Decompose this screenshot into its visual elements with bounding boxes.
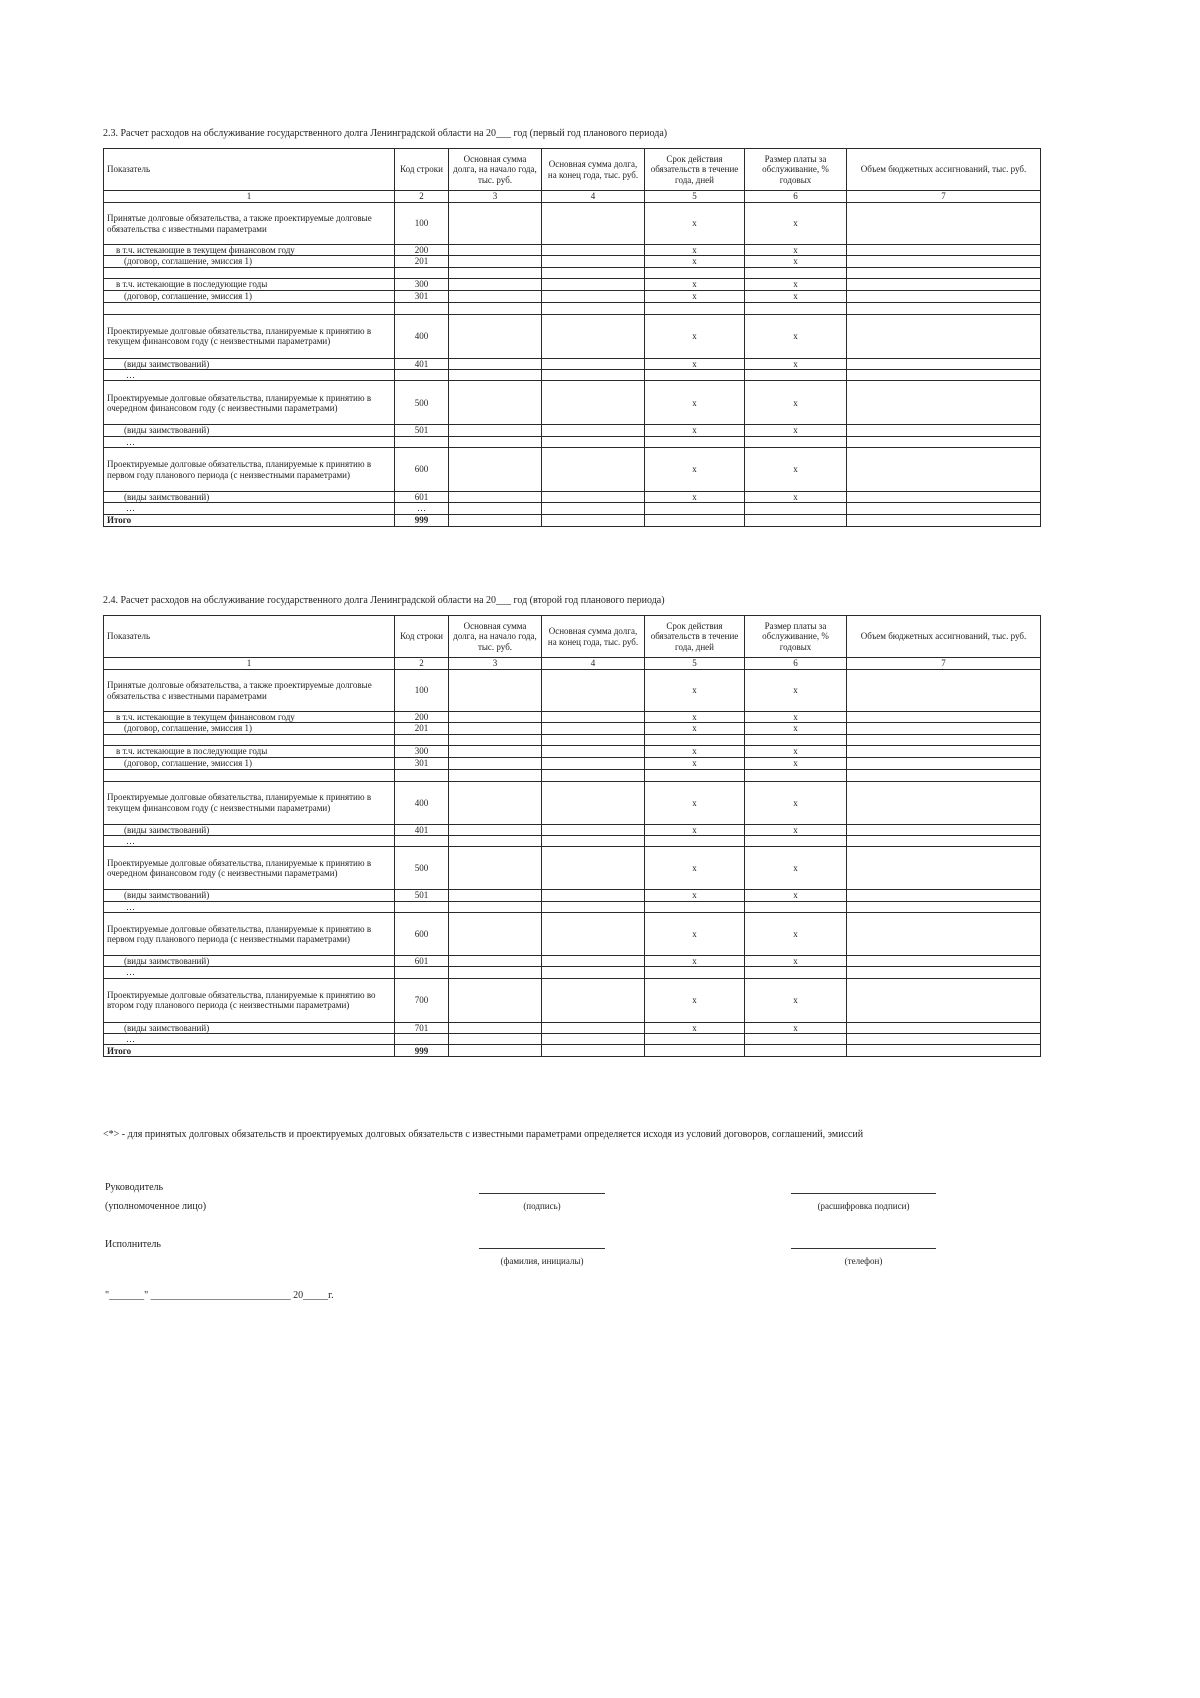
row-label: (договор, соглашение, эмиссия 1)	[104, 256, 395, 267]
row-code: 201	[395, 256, 449, 267]
row-code: 400	[395, 781, 449, 824]
header-indicator: Показатель	[104, 616, 395, 658]
x-mark: х	[745, 913, 847, 956]
header-debt-end: Основная сумма долга, на конец года, тыс. руб.	[542, 616, 645, 658]
section-2-3-caption: 2.3. Расчет расходов на обслуживание государственного долга Ленинградской области на 20___ год (первый год планового периода)	[103, 128, 668, 139]
row-code: 301	[395, 290, 449, 302]
colnum-1: 1	[104, 658, 395, 670]
x-mark: х	[745, 1022, 847, 1033]
table-row	[104, 901, 1041, 912]
x-mark: х	[645, 1022, 745, 1033]
total-row	[104, 1045, 1041, 1057]
x-mark: х	[645, 256, 745, 267]
row-code: 100	[395, 670, 449, 712]
row-code: 700	[395, 978, 449, 1022]
colnum-2: 2	[395, 658, 449, 670]
row-label: …	[104, 1034, 395, 1045]
row-label: Проектируемые долговые обязательства, планируемые к принятию в первом году планового периода (с неизвестными параметрами)	[104, 913, 395, 956]
x-mark: х	[745, 956, 847, 967]
x-mark: х	[745, 381, 847, 425]
name-line	[479, 1248, 605, 1249]
x-mark: х	[645, 314, 745, 358]
x-mark: х	[645, 358, 745, 369]
x-mark: х	[645, 723, 745, 734]
row-label: Проектируемые долговые обязательства, планируемые к принятию в текущем финансовом году (с неизвестными параметрами)	[104, 781, 395, 824]
table-row	[104, 1034, 1041, 1045]
signature-line	[479, 1193, 605, 1194]
table-row	[104, 1022, 1041, 1033]
row-label: Проектируемые долговые обязательства, планируемые к принятию в очередном финансовом году (с неизвестными параметрами)	[104, 847, 395, 890]
phone-hint: (телефон)	[844, 1256, 883, 1266]
x-mark: х	[745, 781, 847, 824]
x-mark: х	[645, 670, 745, 712]
row-label: …	[104, 836, 395, 847]
row-code: 500	[395, 381, 449, 425]
head-sub-label: (уполномоченное лицо)	[105, 1201, 207, 1212]
x-mark: х	[745, 245, 847, 256]
row-code: 100	[395, 203, 449, 245]
x-mark: х	[645, 448, 745, 492]
row-label: …	[104, 370, 395, 381]
header-allocations: Объем бюджетных ассигнований, тыс. руб.	[847, 616, 1041, 658]
x-mark: х	[645, 712, 745, 723]
header-debt-end: Основная сумма долга, на конец года, тыс. руб.	[542, 149, 645, 191]
row-code: 501	[395, 425, 449, 436]
x-mark: х	[745, 723, 847, 734]
x-mark: х	[745, 203, 847, 245]
row-label: (договор, соглашение, эмиссия 1)	[104, 290, 395, 302]
x-mark: х	[745, 978, 847, 1022]
table-header-row	[104, 616, 1041, 658]
table-row	[104, 956, 1041, 967]
x-mark: х	[645, 381, 745, 425]
total-label: Итого	[104, 514, 395, 526]
table-row	[104, 370, 1041, 381]
row-label: Принятые долговые обязательства, а также проектируемые долговые обязательства с известными параметрами	[104, 203, 395, 245]
row-code: 601	[395, 492, 449, 503]
row-label: Проектируемые долговые обязательства, планируемые к принятию во втором году планового периода (с неизвестными параметрами)	[104, 978, 395, 1022]
row-label: Проектируемые долговые обязательства, планируемые к принятию в очередном финансовом году (с неизвестными параметрами)	[104, 381, 395, 425]
x-mark: х	[745, 358, 847, 369]
row-label: в т.ч. истекающие в последующие годы	[104, 278, 395, 290]
row-label: в т.ч. истекающие в текущем финансовом году	[104, 712, 395, 723]
header-debt-start: Основная сумма долга, на начало года, тыс. руб.	[449, 149, 542, 191]
section-2-4-caption: 2.4. Расчет расходов на обслуживание государственного долга Ленинградской области на 20___ год (второй год планового периода)	[103, 595, 665, 606]
x-mark: х	[645, 203, 745, 245]
table-row	[104, 267, 1041, 278]
x-mark: х	[645, 745, 745, 757]
colnum-6: 6	[745, 658, 847, 670]
row-label: (виды заимствований)	[104, 824, 395, 835]
x-mark: х	[745, 448, 847, 492]
header-term: Срок действия обязательств в течение года, дней	[645, 616, 745, 658]
table-row	[104, 723, 1041, 734]
column-numbers-row	[104, 658, 1041, 670]
header-rate: Размер платы за обслуживание, % годовых	[745, 149, 847, 191]
decode-hint: (расшифровка подписи)	[817, 1201, 910, 1211]
colnum-3: 3	[449, 658, 542, 670]
table-row	[104, 425, 1041, 436]
table-row	[104, 358, 1041, 369]
table-header-row	[104, 149, 1041, 191]
colnum-4: 4	[542, 658, 645, 670]
x-mark: х	[645, 757, 745, 769]
row-code: 301	[395, 757, 449, 769]
colnum-5: 5	[645, 658, 745, 670]
x-mark: х	[645, 781, 745, 824]
table-row	[104, 978, 1041, 1022]
row-code: 500	[395, 847, 449, 890]
x-mark: х	[645, 245, 745, 256]
table-row	[104, 967, 1041, 978]
table-row	[104, 245, 1041, 256]
table-row	[104, 503, 1041, 514]
x-mark: х	[645, 290, 745, 302]
table-row	[104, 824, 1041, 835]
executor-label: Исполнитель	[105, 1239, 161, 1250]
colnum-4: 4	[542, 191, 645, 203]
total-label: Итого	[104, 1045, 395, 1057]
row-code: 600	[395, 913, 449, 956]
table-row	[104, 734, 1041, 745]
name-hint: (фамилия, инициалы)	[500, 1256, 584, 1266]
row-code: 400	[395, 314, 449, 358]
row-label: (виды заимствований)	[104, 890, 395, 901]
table-2-4	[103, 615, 1041, 1057]
x-mark: х	[745, 847, 847, 890]
table-row	[104, 381, 1041, 425]
row-label: в т.ч. истекающие в текущем финансовом году	[104, 245, 395, 256]
row-label: (виды заимствований)	[104, 1022, 395, 1033]
colnum-5: 5	[645, 191, 745, 203]
x-mark: х	[745, 425, 847, 436]
x-mark: х	[745, 278, 847, 290]
x-mark: х	[645, 847, 745, 890]
table-row	[104, 712, 1041, 723]
row-code: 401	[395, 824, 449, 835]
row-label: Принятые долговые обязательства, а также проектируемые долговые обязательства с известными параметрами	[104, 670, 395, 712]
row-label: (договор, соглашение, эмиссия 1)	[104, 723, 395, 734]
row-code: 200	[395, 245, 449, 256]
phone-line	[791, 1248, 936, 1249]
header-rate: Размер платы за обслуживание, % годовых	[745, 616, 847, 658]
table-row	[104, 436, 1041, 447]
x-mark: х	[745, 824, 847, 835]
colnum-3: 3	[449, 191, 542, 203]
row-label: Проектируемые долговые обязательства, планируемые к принятию в текущем финансовом году (с неизвестными параметрами)	[104, 314, 395, 358]
header-debt-start: Основная сумма долга, на начало года, тыс. руб.	[449, 616, 542, 658]
x-mark: х	[745, 757, 847, 769]
table-2-3	[103, 148, 1041, 527]
table-row	[104, 847, 1041, 890]
x-mark: х	[645, 278, 745, 290]
header-term: Срок действия обязательств в течение года, дней	[645, 149, 745, 191]
row-code: 300	[395, 745, 449, 757]
table-row	[104, 913, 1041, 956]
x-mark: х	[645, 956, 745, 967]
row-code: 701	[395, 1022, 449, 1033]
head-label: Руководитель	[105, 1182, 164, 1193]
total-row	[104, 514, 1041, 526]
colnum-1: 1	[104, 191, 395, 203]
row-label: …	[104, 503, 395, 514]
row-code: 600	[395, 448, 449, 492]
row-code: 601	[395, 956, 449, 967]
table-row	[104, 670, 1041, 712]
x-mark: х	[645, 492, 745, 503]
x-mark: х	[745, 492, 847, 503]
x-mark: х	[745, 290, 847, 302]
table-row	[104, 256, 1041, 267]
header-code: Код строки	[395, 149, 449, 191]
table-row	[104, 836, 1041, 847]
header-code: Код строки	[395, 616, 449, 658]
table-row	[104, 302, 1041, 314]
row-code: 501	[395, 890, 449, 901]
date-line: "_______" ____________________________ 20_____г.	[105, 1290, 334, 1301]
total-code: 999	[395, 514, 449, 526]
row-code: 300	[395, 278, 449, 290]
row-label: …	[104, 967, 395, 978]
table-row	[104, 492, 1041, 503]
footnote: <*> - для принятых долговых обязательств и проектируемых долговых обязательств с известными параметрами определяется исходя из условий договоров, соглашений, эмиссий	[103, 1129, 864, 1140]
row-code: …	[395, 503, 449, 514]
x-mark: х	[745, 890, 847, 901]
x-mark: х	[645, 425, 745, 436]
x-mark: х	[745, 670, 847, 712]
row-label: Проектируемые долговые обязательства, планируемые к принятию в первом году планового периода (с неизвестными параметрами)	[104, 448, 395, 492]
row-code: 401	[395, 358, 449, 369]
x-mark: х	[745, 745, 847, 757]
row-label: (договор, соглашение, эмиссия 1)	[104, 757, 395, 769]
colnum-7: 7	[847, 191, 1041, 203]
table-row	[104, 448, 1041, 492]
table-row	[104, 278, 1041, 290]
row-label: (виды заимствований)	[104, 956, 395, 967]
table-row	[104, 757, 1041, 769]
table-row	[104, 745, 1041, 757]
signature-hint: (подпись)	[523, 1201, 561, 1211]
x-mark: х	[745, 256, 847, 267]
x-mark: х	[645, 913, 745, 956]
table-row	[104, 781, 1041, 824]
row-label: (виды заимствований)	[104, 425, 395, 436]
total-code: 999	[395, 1045, 449, 1057]
colnum-2: 2	[395, 191, 449, 203]
x-mark: х	[745, 314, 847, 358]
row-label: (виды заимствований)	[104, 492, 395, 503]
row-label: (виды заимствований)	[104, 358, 395, 369]
x-mark: х	[645, 890, 745, 901]
table-row	[104, 314, 1041, 358]
row-code: 201	[395, 723, 449, 734]
table-row	[104, 769, 1041, 781]
column-numbers-row	[104, 191, 1041, 203]
table-row	[104, 290, 1041, 302]
table-row	[104, 203, 1041, 245]
header-allocations: Объем бюджетных ассигнований, тыс. руб.	[847, 149, 1041, 191]
x-mark: х	[745, 712, 847, 723]
row-label: …	[104, 436, 395, 447]
table-row	[104, 890, 1041, 901]
colnum-7: 7	[847, 658, 1041, 670]
row-code: 200	[395, 712, 449, 723]
row-label: в т.ч. истекающие в последующие годы	[104, 745, 395, 757]
row-label: …	[104, 901, 395, 912]
x-mark: х	[645, 824, 745, 835]
colnum-6: 6	[745, 191, 847, 203]
x-mark: х	[645, 978, 745, 1022]
decode-line	[791, 1193, 936, 1194]
header-indicator: Показатель	[104, 149, 395, 191]
